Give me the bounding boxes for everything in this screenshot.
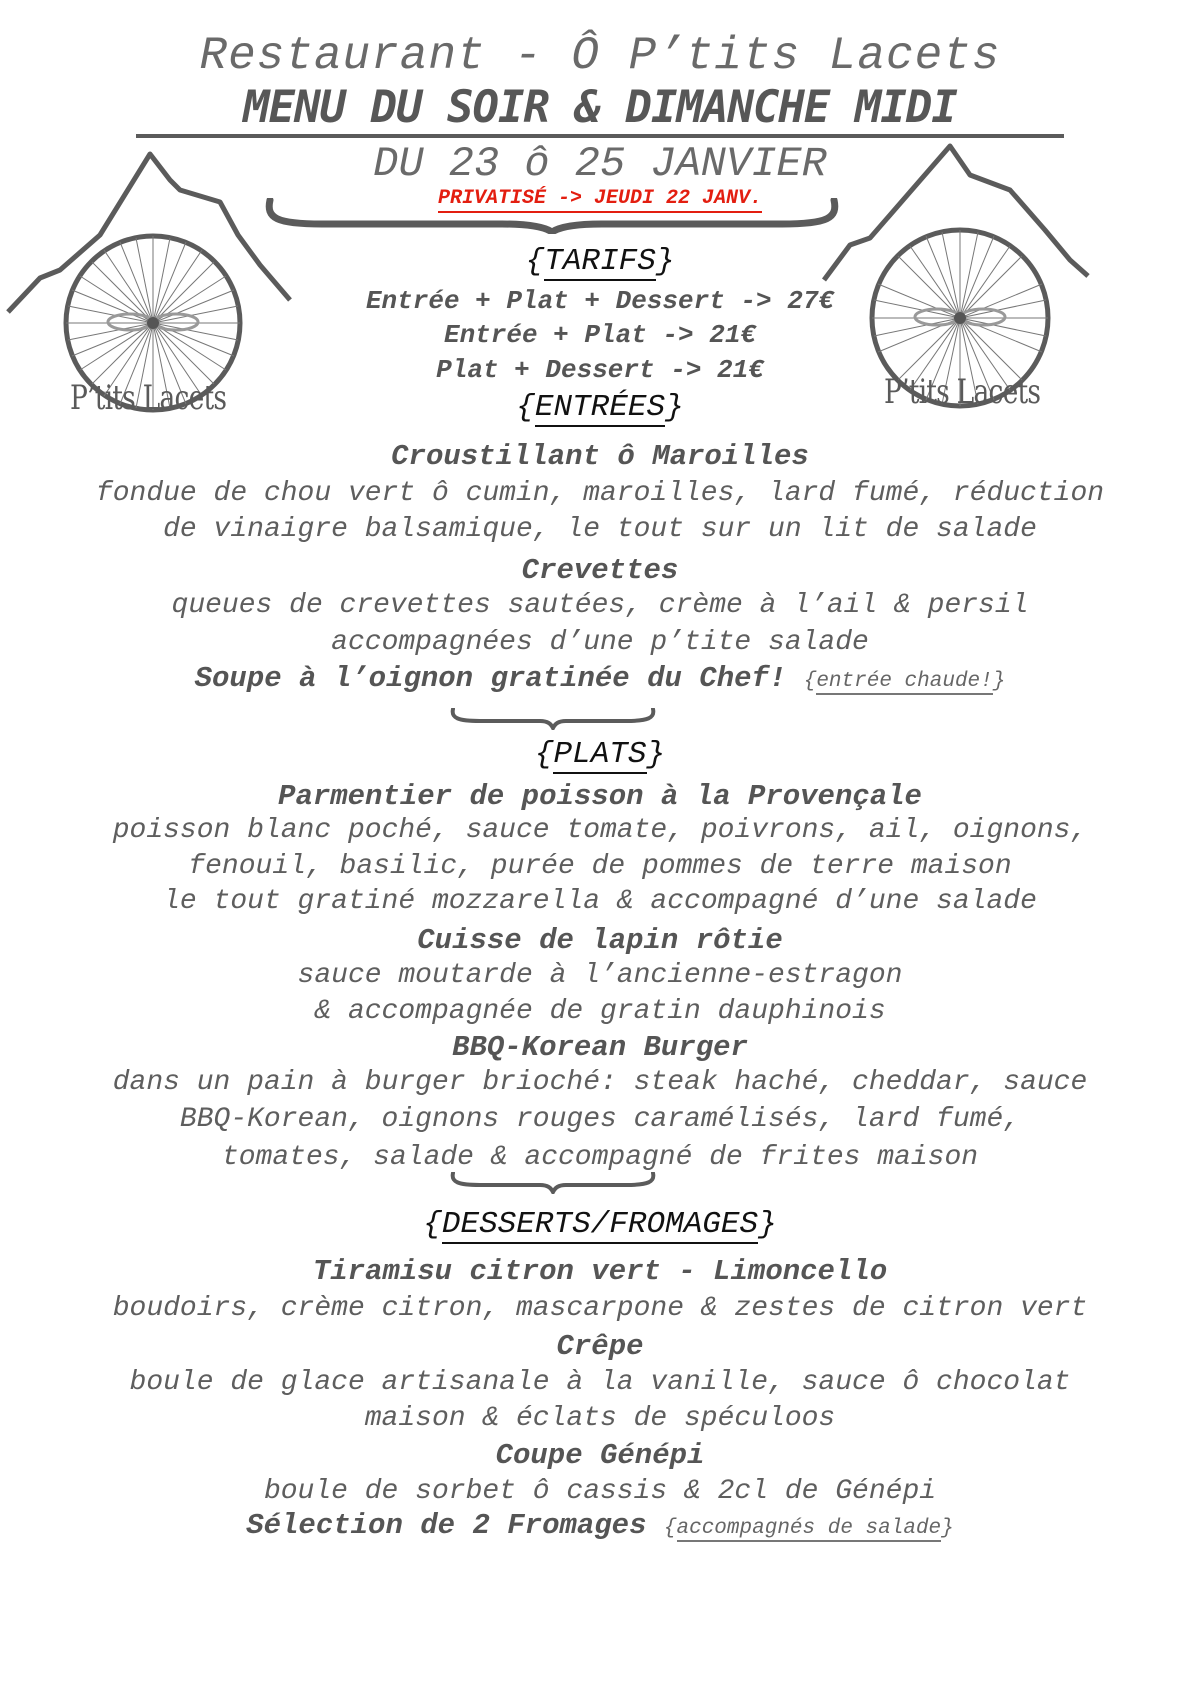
dish-item-fromages bbox=[0, 1509, 1200, 1542]
desserts-heading-label: DESSERTS/FROMAGES bbox=[441, 1207, 759, 1242]
dish-name: Soupe à l’oignon gratinée du Chef! bbox=[194, 662, 787, 695]
logo-left-text: P’tits Lacets bbox=[70, 378, 227, 418]
dish-description: de vinaigre balsamique, le tout sur un lit de salade bbox=[163, 514, 1037, 545]
dish-item-soupe bbox=[0, 662, 1200, 695]
dish-description: queues de crevettes sautées, crème à l’ail & persil bbox=[171, 590, 1029, 621]
dish-name: Coupe Génépi bbox=[495, 1439, 705, 1472]
logo-right-text: P’tits Lacets bbox=[884, 372, 1041, 412]
dish-description: sauce moutarde à l’ancienne-estragon bbox=[297, 960, 903, 991]
privatise-text: PRIVATISÉ -> JEUDI 22 JANV. bbox=[438, 187, 762, 213]
dish-description: poisson blanc poché, sauce tomate, poivrons, ail, oignons, bbox=[112, 815, 1088, 846]
dish-description: tomates, salade & accompagné de frites maison bbox=[221, 1142, 979, 1173]
dish-description: le tout gratiné mozzarella & accompagné d’une salade bbox=[163, 886, 1037, 917]
section-heading-desserts: {DESSERTS/FROMAGES} bbox=[423, 1207, 777, 1242]
dish-description: BBQ-Korean, oignons rouges caramélisés, lard fumé, bbox=[179, 1104, 1021, 1135]
dish-name: Crevettes bbox=[521, 554, 679, 587]
header-brace-icon bbox=[262, 198, 842, 234]
dish-note: {accompagnés de salade} bbox=[663, 1517, 954, 1540]
section-heading-entrees: {ENTRÉES} bbox=[516, 390, 684, 425]
plats-heading-label: PLATS bbox=[553, 737, 647, 772]
logo-right bbox=[820, 130, 1100, 430]
dish-note-text: accompagnés de salade bbox=[676, 1517, 942, 1540]
tarif-line: Entrée + Plat + Dessert -> 27€ bbox=[365, 286, 835, 316]
dish-name: BBQ-Korean Burger bbox=[452, 1031, 748, 1064]
dish-note-text: entrée chaude! bbox=[816, 670, 993, 693]
menu-subtitle: MENU DU SOIR & DIMANCHE MIDI bbox=[243, 82, 957, 133]
date-range: DU 23 ô 25 JANVIER bbox=[373, 140, 827, 188]
section-divider-brace-icon bbox=[450, 1172, 656, 1194]
dish-description: & accompagnée de gratin dauphinois bbox=[314, 996, 886, 1027]
dish-name: Parmentier de poisson à la Provençale bbox=[278, 780, 922, 813]
entrees-heading-label: ENTRÉES bbox=[534, 390, 666, 425]
dish-description: boudoirs, crème citron, mascarpone & zestes de citron vert bbox=[112, 1293, 1088, 1324]
dish-description: boule de glace artisanale à la vanille, sauce ô chocolat bbox=[129, 1367, 1071, 1398]
restaurant-title: Restaurant - Ô P’tits Lacets bbox=[199, 30, 1001, 82]
dish-name: Tiramisu citron vert - Limoncello bbox=[312, 1255, 888, 1288]
section-heading-tarifs: {TARIFS} bbox=[525, 244, 675, 279]
dish-description: maison & éclats de spéculoos bbox=[364, 1403, 836, 1434]
dish-name: Crêpe bbox=[556, 1330, 644, 1363]
dish-name: Sélection de 2 Fromages bbox=[246, 1509, 647, 1542]
dish-description: boule de sorbet ô cassis & 2cl de Génépi bbox=[263, 1476, 937, 1507]
dish-description: fenouil, basilic, purée de pommes de terre maison bbox=[188, 851, 1012, 882]
tarif-line: Plat + Dessert -> 21€ bbox=[436, 355, 764, 385]
dish-description: dans un pain à burger brioché: steak haché, cheddar, sauce bbox=[112, 1067, 1088, 1098]
dish-description: fondue de chou vert ô cumin, maroilles, lard fumé, réduction bbox=[95, 478, 1105, 509]
section-divider-brace-icon bbox=[450, 708, 656, 730]
tarif-line: Entrée + Plat -> 21€ bbox=[443, 320, 757, 350]
dish-description: accompagnées d’une p’tite salade bbox=[331, 627, 869, 658]
dish-note: {entrée chaude!} bbox=[803, 670, 1006, 693]
dish-name: Croustillant ô Maroilles bbox=[391, 440, 809, 473]
dish-name: Cuisse de lapin rôtie bbox=[417, 924, 783, 957]
tarifs-heading-label: TARIFS bbox=[544, 244, 656, 279]
section-heading-plats: {PLATS} bbox=[534, 737, 666, 772]
